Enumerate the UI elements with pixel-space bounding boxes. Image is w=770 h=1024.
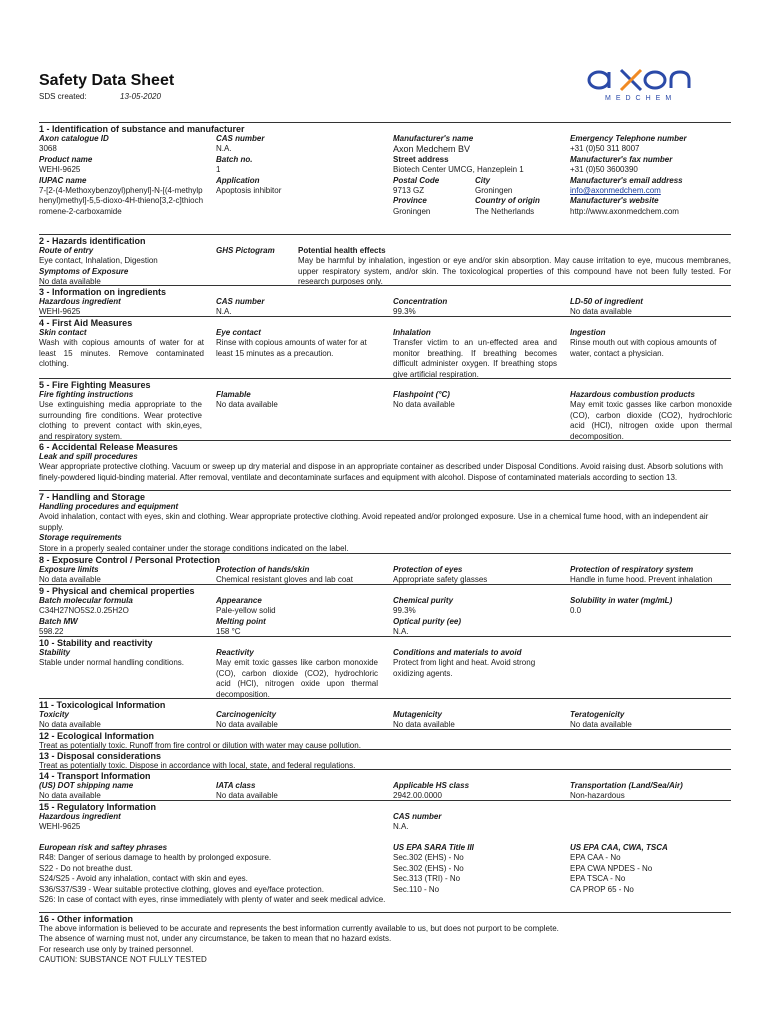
fax-value: +31 (0)50 3600390 — [570, 165, 638, 175]
s3-col-2 — [216, 297, 264, 318]
section-3 — [39, 285, 731, 317]
website-label: Manufacturer's website — [570, 196, 659, 206]
section-2-col-1 — [39, 246, 209, 288]
s8-col-1 — [39, 565, 101, 586]
s4-col-3 — [393, 328, 557, 380]
hands-label: Protection of hands/skin — [216, 565, 310, 574]
resp-label: Protection of respiratory system — [570, 565, 694, 574]
eyes-label: Protection of eyes — [393, 565, 463, 574]
leak-value: Wear appropriate protective clothing. Vacuum or sweep up dry material and dispose in an appropriate container as described under Disposal Conditions. Avoid raising dust. Absorb solutions with finely-powdered liquid-binding material. After removal, ventilate and decontaminate surfaces and equipment with alcohol. Dispose of contaminated materials according to section 13. — [39, 462, 723, 482]
eyes-value: Appropriate safety glasses — [393, 575, 488, 585]
sara-label: US EPA SARA Title III — [393, 843, 474, 852]
s9-col-2 — [216, 596, 276, 638]
avoid-label: Conditions and materials to avoid — [393, 648, 522, 657]
hcp-value: May emit toxic gasses like carbon monoxide (CO), carbon dioxide (CO2), hydrochloric acid (HCl), nitrogen oxide upon thermal decomposition. — [570, 400, 732, 441]
skin-value: Wash with copious amounts of water for at least 15 minutes. Remove contaminated clothing. — [39, 338, 204, 369]
section-8-title: 8 - Exposure Control / Personal Protection — [39, 555, 221, 565]
flam-label: Flamable — [216, 390, 251, 399]
s14-col-2 — [216, 781, 278, 802]
inhal-label: Inhalation — [393, 328, 431, 337]
hazardous-value: WEHI-9625 — [39, 307, 81, 317]
s5-col-3 — [393, 390, 455, 411]
sara-line: Sec.313 (TRI) - No — [393, 874, 461, 884]
caa-line: EPA CAA - No — [570, 853, 621, 863]
ld50-label: LD-50 of ingredient — [570, 297, 643, 306]
section-5-title: 5 - Fire Fighting Measures — [39, 380, 151, 390]
dot-value: No data available — [39, 791, 101, 801]
s15-hazardous-value: WEHI-9625 — [39, 822, 81, 832]
formula-value: C34H27NO5S2.0.25H2O — [39, 606, 129, 616]
s13-text: Treat as potentially toxic. Dispose in accordance with local, state, and federal regulations. — [39, 761, 356, 770]
section-1-col-1 — [39, 134, 204, 217]
s15-sara — [393, 843, 474, 895]
section-16 — [39, 912, 731, 969]
section-8 — [39, 553, 731, 585]
section-11-title: 11 - Toxicological Information — [39, 700, 166, 710]
s8-col-3 — [393, 565, 487, 586]
ld50-value: No data available — [570, 307, 632, 317]
email-label: Manufacturer's email address — [570, 175, 683, 185]
transport-label: Transportation (Land/Sea/Air) — [570, 781, 683, 790]
ghs-label: GHS Pictogram — [216, 246, 275, 255]
section-1-col-2 — [216, 134, 376, 196]
section-1-col-4 — [570, 134, 735, 217]
section-12 — [39, 729, 731, 750]
country-value: The Netherlands — [475, 206, 535, 216]
s12-text: Treat as potentially toxic. Runoff from fire control or dilution with water may cause pollution. — [39, 741, 361, 750]
stability-label: Stability — [39, 648, 71, 657]
section-2-title: 2 - Hazards identification — [39, 236, 146, 246]
other-info-line: The absence of warning must not, under any circumstance, be taken to mean that no hazard exists. — [39, 934, 392, 944]
iupac-value: 7-[2-(4-Methoxybenzoyl)phenyl]-N-[(4-methylphenyl)methyl]-5,5-dioxo-4H-thieno[3,2-c]thiochromene-2-carboxamide — [39, 186, 204, 216]
section-1 — [39, 122, 731, 235]
province-value: Groningen — [393, 206, 431, 216]
s3-col-1 — [39, 297, 121, 318]
section-1-col-3 — [393, 134, 563, 217]
batch-value: 1 — [216, 165, 221, 175]
appearance-label: Appearance — [216, 596, 262, 605]
s5-col-2 — [216, 390, 278, 411]
s5-col-1 — [39, 390, 202, 442]
optical-value: N.A. — [393, 627, 409, 637]
tox-label: Toxicity — [39, 710, 69, 719]
cas-label: CAS number — [216, 134, 265, 143]
s14-col-3 — [393, 781, 469, 802]
flash-value: No data available — [393, 400, 455, 410]
skin-label: Skin contact — [39, 328, 87, 337]
section-7 — [39, 490, 731, 554]
catalogue-label: Axon catalogue ID — [39, 134, 109, 143]
postal-label: Postal Code — [393, 175, 440, 185]
manufacturer-value: Axon Medchem BV — [393, 144, 471, 155]
terat-label: Teratogenicity — [570, 710, 625, 719]
reactivity-value: May emit toxic gasses like carbon monoxide (CO), carbon dioxide (CO2), hydrochloric acid (HCl), nitrogen oxide upon thermal decomposition. — [216, 658, 378, 699]
conc-label: Concentration — [393, 297, 448, 306]
route-value: Eye contact, Inhalation, Digestion — [39, 256, 158, 266]
street-label: Street address — [393, 154, 449, 164]
s15-caa — [570, 843, 668, 895]
product-value: WEHI-9625 — [39, 165, 81, 175]
dot-label: (US) DOT shipping name — [39, 781, 134, 790]
emergency-value: +31 (0)50 311 8007 — [570, 144, 640, 154]
s14-col-4 — [570, 781, 683, 802]
eu-line: S36/S37/S39 - Wear suitable protective clothing, gloves and eye/face protection. — [39, 884, 324, 894]
section-4 — [39, 316, 731, 379]
s3-col-4 — [570, 297, 643, 318]
hands-value: Chemical resistant gloves and lab coat — [216, 575, 353, 585]
section-5 — [39, 378, 731, 441]
cas-value: N.A. — [216, 144, 232, 154]
symptoms-label: Symptoms of Exposure — [39, 266, 129, 276]
s11-col-4 — [570, 710, 632, 731]
sara-line: Sec.110 - No — [393, 884, 440, 894]
s10-col-3 — [393, 648, 558, 679]
optical-label: Optical purity (ee) — [393, 616, 462, 626]
s11-col-2 — [216, 710, 278, 731]
hcp-label: Hazardous combustion products — [570, 390, 695, 399]
section-7-title: 7 - Handling and Storage — [39, 492, 146, 502]
s15-cas — [393, 812, 441, 833]
logo-subtitle: MEDCHEM — [605, 95, 677, 102]
sds-created-label: SDS created: — [39, 92, 87, 101]
ingest-value: Rinse mouth out with copious amounts of water, contact a physician. — [570, 338, 717, 358]
axon-logo — [585, 64, 700, 106]
hs-label: Applicable HS class — [393, 781, 470, 790]
catalogue-value: 3068 — [39, 144, 57, 154]
other-info-line: The above information is believed to be accurate and represents the best information currently available to us, but does not purport to be complete. — [39, 924, 559, 933]
purity-label: Chemical purity — [393, 596, 454, 605]
sara-line: Sec.302 (EHS) - No — [393, 853, 464, 863]
s5-col-4 — [570, 390, 732, 442]
limits-value: No data available — [39, 575, 101, 585]
eye-value: Rinse with copious amounts of water for at least 15 minutes as a precaution. — [216, 338, 367, 358]
hazardous-label: Hazardous ingredient — [39, 297, 121, 306]
limits-label: Exposure limits — [39, 565, 99, 574]
eu-line: S26: In case of contact with eyes, rinse immediately with plenty of water and seek medical advice. — [39, 895, 386, 905]
s3-cas-value: N.A. — [216, 307, 232, 317]
iata-label: IATA class — [216, 781, 256, 790]
iupac-label: IUPAC name — [39, 175, 87, 185]
section-2 — [39, 234, 731, 286]
route-label: Route of entry — [39, 246, 94, 255]
ingest-label: Ingestion — [570, 328, 606, 337]
muta-label: Mutagenicity — [393, 710, 442, 719]
solubility-label: Solubility in water (mg/mL) — [570, 596, 673, 605]
batch-label: Batch no. — [216, 154, 253, 164]
s3-cas-label: CAS number — [216, 297, 265, 306]
hs-value: 2942.00.0000 — [393, 791, 442, 801]
section-13-title: 13 - Disposal considerations — [39, 751, 162, 761]
mw-value: 598.22 — [39, 627, 64, 637]
section-9-title: 9 - Physical and chemical properties — [39, 586, 195, 596]
eye-label: Eye contact — [216, 328, 261, 337]
application-value: Apoptosis inhibitor — [216, 186, 282, 196]
website-value[interactable]: http://www.axonmedchem.com — [570, 206, 679, 216]
s4-col-2 — [216, 328, 381, 359]
reactivity-label: Reactivity — [216, 648, 254, 657]
health-label: Potential health effects — [298, 246, 386, 255]
section-1-title: 1 - Identification of substance and manufacturer — [39, 124, 245, 134]
handling-value: Avoid inhalation, contact with eyes, skin and clothing. Wear appropriate protective clothing. Avoid repeated and/or prolonged exposure. Use in a chemical fume hood, with an independent air supply. — [39, 512, 709, 532]
melting-label: Melting point — [216, 616, 266, 626]
section-11 — [39, 698, 731, 730]
formula-label: Batch molecular formula — [39, 596, 133, 605]
s7-body — [39, 502, 731, 554]
city-label: City — [475, 175, 491, 185]
s15-cas-label: CAS number — [393, 812, 442, 821]
other-info-line: CAUTION: SUBSTANCE NOT FULLY TESTED — [39, 955, 207, 965]
section-3-title: 3 - Information on ingredients — [39, 287, 167, 297]
resp-value: Handle in fume hood. Prevent inhalation — [570, 575, 713, 585]
caa-line: CA PROP 65 - No — [570, 884, 634, 894]
sds-created-date: 13-05-2020 — [120, 92, 161, 101]
s6-body — [39, 452, 731, 483]
s15-hazard — [39, 812, 121, 833]
s9-col-4 — [570, 596, 672, 617]
s10-col-1 — [39, 648, 209, 669]
carc-label: Carcinogenicity — [216, 710, 277, 719]
conc-value: 99.3% — [393, 307, 416, 317]
street-value: Biotech Center UMCG, Hanzeplein 1 — [393, 165, 524, 175]
inhal-value: Transfer victim to an un-effected area and monitor breathing. If breathing becomes difficult administer oxygen. If breathing stops give artificial respiration. — [393, 338, 557, 379]
s4-col-4 — [570, 328, 732, 359]
email-link[interactable]: info@axonmedchem.com — [570, 186, 661, 196]
emergency-label: Emergency Telephone number — [570, 134, 687, 143]
s10-col-2 — [216, 648, 378, 700]
section-6-title: 6 - Accidental Release Measures — [39, 442, 178, 452]
eu-line: R48: Danger of serious damage to health by prolonged exposure. — [39, 853, 272, 863]
s15-hazardous-label: Hazardous ingredient — [39, 812, 121, 821]
province-label: Province — [393, 196, 427, 206]
section-10-title: 10 - Stability and reactivity — [39, 638, 153, 648]
section-13 — [39, 749, 731, 770]
flam-value: No data available — [216, 400, 278, 410]
section-14 — [39, 769, 731, 801]
country-label: Country of origin — [475, 196, 540, 206]
ff-label: Fire fighting instructions — [39, 390, 134, 399]
storage-label: Storage requirements — [39, 533, 122, 543]
stability-value: Stable under normal handling conditions. — [39, 658, 184, 668]
s15-cas-value: N.A. — [393, 822, 409, 832]
section-16-title: 16 - Other information — [39, 914, 134, 924]
section-6 — [39, 440, 731, 491]
s3-col-3 — [393, 297, 447, 318]
melting-value: 158 °C — [216, 627, 241, 637]
avoid-value: Protect from light and heat. Avoid strong oxidizing agents. — [393, 658, 536, 678]
section-9 — [39, 584, 731, 637]
section-4-title: 4 - First Aid Measures — [39, 318, 133, 328]
s14-col-1 — [39, 781, 133, 802]
application-label: Application — [216, 175, 260, 185]
product-label: Product name — [39, 154, 93, 164]
section-12-title: 12 - Ecological Information — [39, 731, 155, 741]
section-2-health — [298, 246, 731, 288]
section-15 — [39, 800, 731, 911]
carc-value: No data available — [216, 720, 278, 730]
s11-col-1 — [39, 710, 101, 731]
transport-value: Non-hazardous — [570, 791, 625, 801]
section-14-title: 14 - Transport Information — [39, 771, 151, 781]
section-10 — [39, 636, 731, 699]
city-value: Groningen — [475, 186, 513, 196]
solubility-value: 0.0 — [570, 606, 582, 616]
flash-label: Flashpoint (°C) — [393, 390, 450, 399]
postal-value: 9713 GZ — [393, 186, 425, 196]
ff-value: Use extinguishing media appropriate to the surrounding fire conditions. Wear protective clothing to prevent contact with skin,eyes, and respiratory system. — [39, 400, 202, 441]
s8-col-4 — [570, 565, 712, 586]
s4-col-1 — [39, 328, 204, 370]
purity-value: 99.3% — [393, 606, 416, 616]
terat-value: No data available — [570, 720, 632, 730]
eu-label: European risk and saftey phrases — [39, 843, 168, 852]
tox-value: No data available — [39, 720, 101, 730]
s11-col-3 — [393, 710, 455, 731]
mw-label: Batch MW — [39, 616, 78, 626]
other-info-line: For research use only by trained personnel. — [39, 944, 194, 954]
manufacturer-label: Manufacturer's name — [393, 134, 474, 143]
leak-label: Leak and spill procedures — [39, 452, 138, 461]
section-15-title: 15 - Regulatory Information — [39, 802, 157, 812]
symptoms-value: No data available — [39, 277, 101, 287]
s8-col-2 — [216, 565, 353, 586]
iata-value: No data available — [216, 791, 278, 801]
s16-body — [39, 924, 731, 966]
caa-line: EPA TSCA - No — [570, 874, 626, 884]
eu-line: S22 - Do not breathe dust. — [39, 863, 133, 873]
caa-line: EPA CWA NPDES - No — [570, 863, 653, 873]
eu-line: S24/S25 - Avoid any inhalation, contact with skin and eyes. — [39, 874, 248, 884]
s9-col-3 — [393, 596, 461, 638]
caa-label: US EPA CAA, CWA, TSCA — [570, 843, 668, 852]
fax-label: Manufacturer's fax number — [570, 154, 673, 164]
storage-value: Store in a properly sealed container under the storage conditions indicated on the label. — [39, 543, 349, 553]
page-title: Safety Data Sheet — [39, 72, 175, 89]
appearance-value: Pale-yellow solid — [216, 606, 276, 616]
health-value: May be harmful by inhalation, ingestion or eye and/or skin absorption. May cause irritation to eye, mucous membranes, upper respiratory system, and/or skin. The toxicological properties of this compound have not been fully tested. For research purposes only. — [298, 256, 731, 287]
muta-value: No data available — [393, 720, 455, 730]
handling-label: Handling procedures and equipment — [39, 502, 179, 511]
s9-col-1 — [39, 596, 133, 638]
sara-line: Sec.302 (EHS) - No — [393, 863, 464, 873]
